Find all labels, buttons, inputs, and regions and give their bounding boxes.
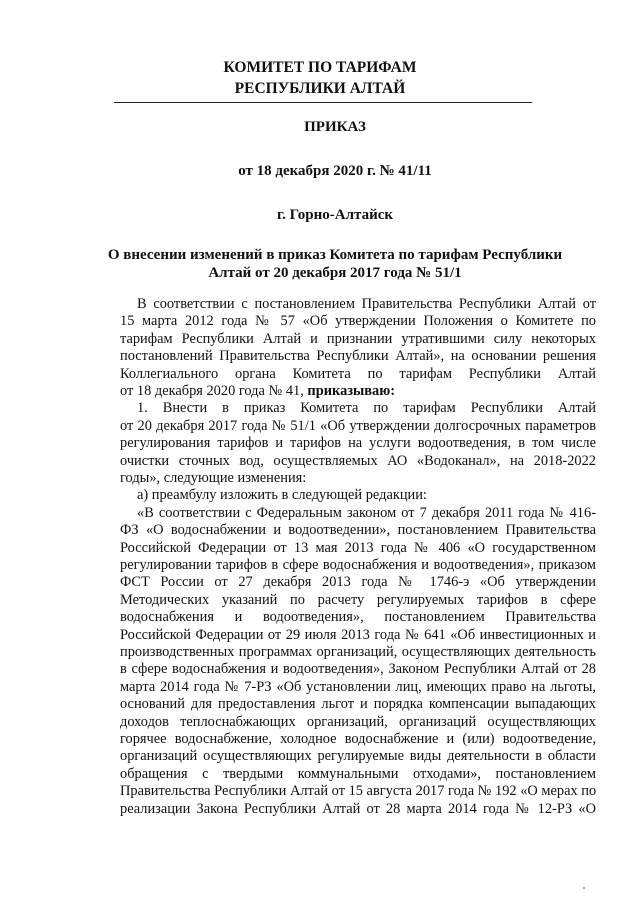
body-line [120, 714, 596, 731]
body-line [120, 366, 596, 383]
body-line-text: от 18 декабря 2020 года № 41, [120, 383, 304, 399]
body-line [120, 766, 596, 783]
body-line [120, 331, 596, 348]
document-type: ПРИКАЗ [304, 119, 366, 135]
body-line-text: Российской Федерации от 13 мая 2013 года № 406 «О государственном [120, 539, 596, 556]
document-title-line-1: О внесении изменений в приказ Комитета по тарифам Республики [107, 247, 563, 263]
body-line-text: Коллегиального органа Комитета по тарифам Республики Алтай [120, 365, 596, 382]
body-line [120, 592, 596, 609]
body-line [120, 661, 596, 678]
body-line-text: В соответствии с постановлением Правительства Республики Алтай от [137, 296, 596, 312]
body-line [120, 435, 596, 452]
body-line-text: ФЗ «О водоснабжении и водоотведении», постановлением Правительства [120, 522, 596, 539]
org-name-line-2: РЕСПУБЛИКИ АЛТАЙ [234, 80, 406, 97]
body-line [120, 348, 596, 365]
body-line-text: оснований для предоставления льгот и порядка компенсации выпадающих [120, 696, 596, 713]
body-line [120, 383, 395, 400]
body-line-text: марта 2014 года № 7-РЗ «Об установлении лиц, имеющих право на льготы, [120, 678, 596, 695]
body-line [120, 470, 306, 487]
body-line [120, 644, 596, 661]
body-line-text: Российской Федерации от 29 июля 2013 года № 641 «Об инвестиционных и [120, 626, 596, 643]
body-line [120, 748, 596, 765]
body-line-text: ФСТ России от 27 декабря 2013 года № 1746-э «Об утверждении [120, 574, 596, 591]
body-line-text: регулирования тарифов и тарифов на услуги водоотведения, в том числе [120, 435, 596, 452]
body-line [137, 505, 596, 522]
body-line-text: 1. Внести в приказ Комитета по тарифам Республики Алтай [137, 400, 596, 417]
body-line-text: реализации Закона Республики Алтай от 28 марта 2014 года № 12-РЗ «О [120, 800, 596, 817]
body-line [137, 487, 596, 504]
body-line-text: доходов теплоснабжающих организаций, организаций осуществляющих [120, 713, 596, 730]
body-line-text: годы», следующие изменения: [120, 470, 307, 486]
body-line-text: от 20 декабря 2017 года № 51/1 «Об утверждении долгосрочных параметров [120, 417, 596, 434]
body-line [120, 574, 596, 591]
header-divider [114, 102, 532, 103]
body-line-text: организаций осуществляющих регулируемые виды деятельности в области [120, 748, 596, 765]
body-line-text: горячее водоснабжение, холодное водоснабжение и (или) водоотведение, [120, 731, 596, 747]
body-line [137, 400, 596, 417]
body-line [120, 453, 596, 470]
body-line [120, 609, 596, 626]
body-line-text: водоснабжения и водоотведения», постановлением Правительства [120, 609, 596, 626]
body-line [120, 783, 596, 800]
body-line-text: «В соответствии с Федеральным законом от 7 декабря 2011 года № 416- [137, 504, 596, 521]
body-line-text: в сфере водоснабжения и водоотведения», Законом Республики Алтай от 28 [120, 661, 596, 678]
body-line [120, 679, 596, 696]
org-name-line-1: КОМИТЕТ ПО ТАРИФАМ [223, 59, 417, 76]
body-line-text: а) преамбулу изложить в следующей редакции: [137, 487, 427, 504]
body-line-text: Правительства Республики Алтай от 15 августа 2017 года № 192 «О мерах по [120, 783, 597, 800]
body-line [120, 557, 596, 574]
body-line-text: обращения с твердыми коммунальными отходами», постановлением [120, 765, 596, 782]
body-line [120, 418, 596, 435]
body-line-text: Методических указаний по расчету регулируемых тарифов в сфере [120, 591, 596, 608]
scan-speck [583, 887, 585, 889]
body-line [120, 540, 596, 557]
body-line-text: постановлений Правительства Республики Алтай», на основании решения [120, 348, 596, 365]
body-line [120, 522, 596, 539]
document-title-line-2: Алтай от 20 декабря 2017 года № 51/1 [208, 265, 462, 281]
body-line-text: тарифам Республики Алтай и признании утратившими силу некоторых [120, 330, 596, 347]
body-line [137, 296, 596, 313]
document-city: г. Горно-Алтайск [276, 207, 394, 223]
body-line [120, 731, 596, 748]
body-line-text: регулировании тарифов в сфере водоснабжения и водоотведения», приказом [120, 557, 596, 573]
document-date-number: от 18 декабря 2020 г. № 41/11 [238, 163, 432, 179]
body-line-bold-text: приказываю: [303, 383, 396, 399]
body-line-text: очистки сточных вод, осуществляемых АО «Водоканал», на 2018-2022 [120, 452, 596, 469]
body-line-text: 15 марта 2012 года № 57 «Об утверждении Положения о Комитете по [120, 313, 596, 330]
body-line-text: производственных программах организаций, осуществляющих деятельность [120, 644, 596, 660]
body-line [120, 696, 596, 713]
body-line [120, 801, 596, 818]
body-line [120, 313, 596, 330]
body-line [120, 627, 596, 644]
